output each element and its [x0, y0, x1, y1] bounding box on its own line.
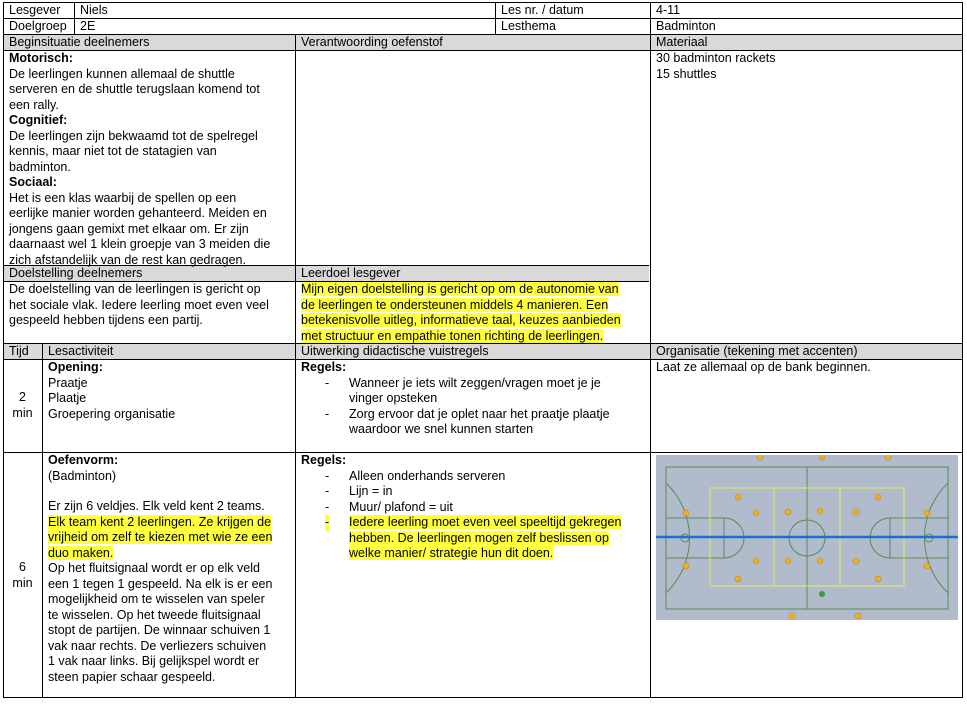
- teacher-goal-header: Leerdoel lesgever: [301, 266, 401, 280]
- social-title: Sociaal:: [9, 175, 57, 189]
- justification-header: Verantwoording oefenstof: [301, 35, 443, 49]
- lesson-label: Les nr. / datum: [501, 3, 584, 17]
- social-line: jongens gaan gemixt met elkaar om. Er zijn: [9, 221, 249, 236]
- objective-line: gespeeld hebben tijdens een partij.: [9, 313, 203, 327]
- start-situation-header: Beginsituatie deelnemers: [9, 35, 150, 49]
- exercise-line: mogelijkheid om te wisselen van speler: [48, 592, 265, 606]
- material-item: 30 badminton rackets: [656, 51, 776, 65]
- cognitive-title: Cognitief:: [9, 113, 68, 127]
- activity-header: Lesactiviteit: [48, 344, 114, 358]
- cognitive-line: kennis, maar niet tot de statagien van: [9, 144, 217, 158]
- row1-rules: [295, 360, 650, 438]
- organisation-header: Organisatie (tekening met accenten): [656, 344, 858, 358]
- social-line: zich afstandelijk van de rest kan gedragen.: [9, 252, 246, 267]
- motor-title: Motorisch:: [9, 51, 73, 65]
- rule-item: - Muur/ plafond = uit: [325, 499, 453, 514]
- time-unit: min: [12, 405, 33, 420]
- motor-line: De leerlingen kunnen allemaal de shuttle: [9, 66, 235, 81]
- exercise-line: vak naar rechts. De verliezers schuiven: [48, 638, 267, 653]
- row2-activity: [42, 453, 295, 685]
- social-line: eerlijke manier worden gehanteerd. Meiden en: [9, 206, 267, 220]
- group-label: Doelgroep: [9, 19, 67, 33]
- theme-label: Lesthema: [501, 19, 556, 33]
- motor-line: een rally.: [9, 97, 59, 112]
- materials-header: Materiaal: [656, 35, 708, 49]
- objective-header: Doelstelling deelnemers: [9, 266, 143, 280]
- exercise-subtitle: (Badminton): [48, 468, 117, 483]
- rule-item-highlight: - Iedere leerling moet even veel speeltijd gekregen hebben. De leerlingen mogen zelf beslissen op welke manier/ strategie hun dit doen.: [325, 515, 622, 560]
- rule-item: - Lijn = in: [325, 484, 393, 498]
- didactic-header: Uitwerking didactische vuistregels: [301, 344, 489, 358]
- exercise-highlight: vrijheid om zelf te kiezen met wie ze een: [48, 530, 273, 544]
- teacher-label: Lesgever: [9, 3, 61, 17]
- social-line: Het is een klas waarbij de spellen op een: [9, 190, 237, 205]
- court-diagram: [656, 455, 958, 620]
- objective-line: De doelstelling van de leerlingen is gericht op: [9, 282, 261, 296]
- material-item: 15 shuttles: [656, 66, 717, 81]
- rule-item: - Zorg ervoor dat je oplet naar het praatje plaatje waardoor we snel kunnen starten: [325, 406, 610, 436]
- teacher-goal-line: de leerlingen te ondersteunen middels 4 manieren. Een: [301, 297, 609, 312]
- shuttle-marker: [819, 591, 825, 597]
- exercise-text: Er zijn 6 veldjes. Elk veld kent 2 teams.: [48, 499, 265, 513]
- rule-item: - Alleen onderhands serveren: [325, 468, 506, 483]
- row1-organisation: Laat ze allemaal op de bank beginnen.: [656, 360, 871, 374]
- exercise-highlight: duo maken.: [48, 545, 114, 560]
- opening-title: Opening:: [48, 360, 103, 374]
- time-number: 6: [19, 560, 26, 574]
- social-line: daarnaast wel 1 klein groepje van 3 meiden die: [9, 237, 271, 251]
- objective-content: [3, 282, 295, 329]
- opening-item: Groepering organisatie: [48, 406, 176, 421]
- court-image: [656, 455, 958, 620]
- exercise-line: steen papier schaar gespeeld.: [48, 669, 216, 684]
- group-value: 2E: [80, 19, 96, 33]
- rules-title: Regels:: [301, 453, 347, 467]
- teacher-goal-line: betekenisvolle uitleg, informatieve taal, keuzes aanbieden: [301, 313, 621, 327]
- opening-item: Praatje: [48, 375, 88, 390]
- row1-time: [3, 390, 42, 421]
- exercise-line: 1 vak naar links. Bij gelijkspel wordt er: [48, 654, 260, 668]
- exercise-line: stopt de partijen. De winnaar schuiven 1: [48, 623, 271, 637]
- teacher-goal-content: [295, 282, 650, 344]
- rules-title: Regels:: [301, 360, 347, 374]
- row2-rules: [295, 453, 650, 562]
- teacher-goal-line: Mijn eigen doelstelling is gericht op om de autonomie van: [301, 282, 619, 296]
- time-unit: min: [12, 575, 33, 590]
- exercise-line: te wisselen. Op het tweede fluitsignaal: [48, 607, 261, 622]
- exercise-highlight: Elk team kent 2 leerlingen. Ze krijgen de: [48, 514, 272, 529]
- opening-item: Plaatje: [48, 391, 87, 405]
- exercise-line: Op het fluitsignaal wordt er op elk veld: [48, 561, 260, 575]
- theme-value: Badminton: [656, 19, 716, 33]
- exercise-line: een 1 tegen 1 gespeeld. Na elk is er een: [48, 576, 273, 591]
- time-header: Tijd: [9, 344, 29, 358]
- exercise-title: Oefenvorm:: [48, 453, 119, 467]
- start-situation-content: [3, 51, 295, 268]
- rule-item: - Wanneer je iets wilt zeggen/vragen moet je je vinger opsteken: [325, 375, 601, 405]
- materials-list: [650, 51, 962, 82]
- motor-line: serveren en de shuttle terugslaan komend tot: [9, 82, 260, 96]
- teacher-goal-line: met structuur en empathie tonen richting de leerlingen.: [301, 328, 604, 343]
- row1-activity: [42, 360, 295, 422]
- cognitive-line: De leerlingen zijn bekwaamd tot de spelregel: [9, 128, 258, 143]
- lesson-value: 4-11: [656, 3, 681, 17]
- time-number: 2: [19, 390, 26, 404]
- objective-line: het sociale vlak. Iedere leerling moet even veel: [9, 297, 269, 312]
- cognitive-line: badminton.: [9, 159, 71, 174]
- row2-time: [3, 560, 42, 591]
- teacher-value: Niels: [80, 3, 108, 17]
